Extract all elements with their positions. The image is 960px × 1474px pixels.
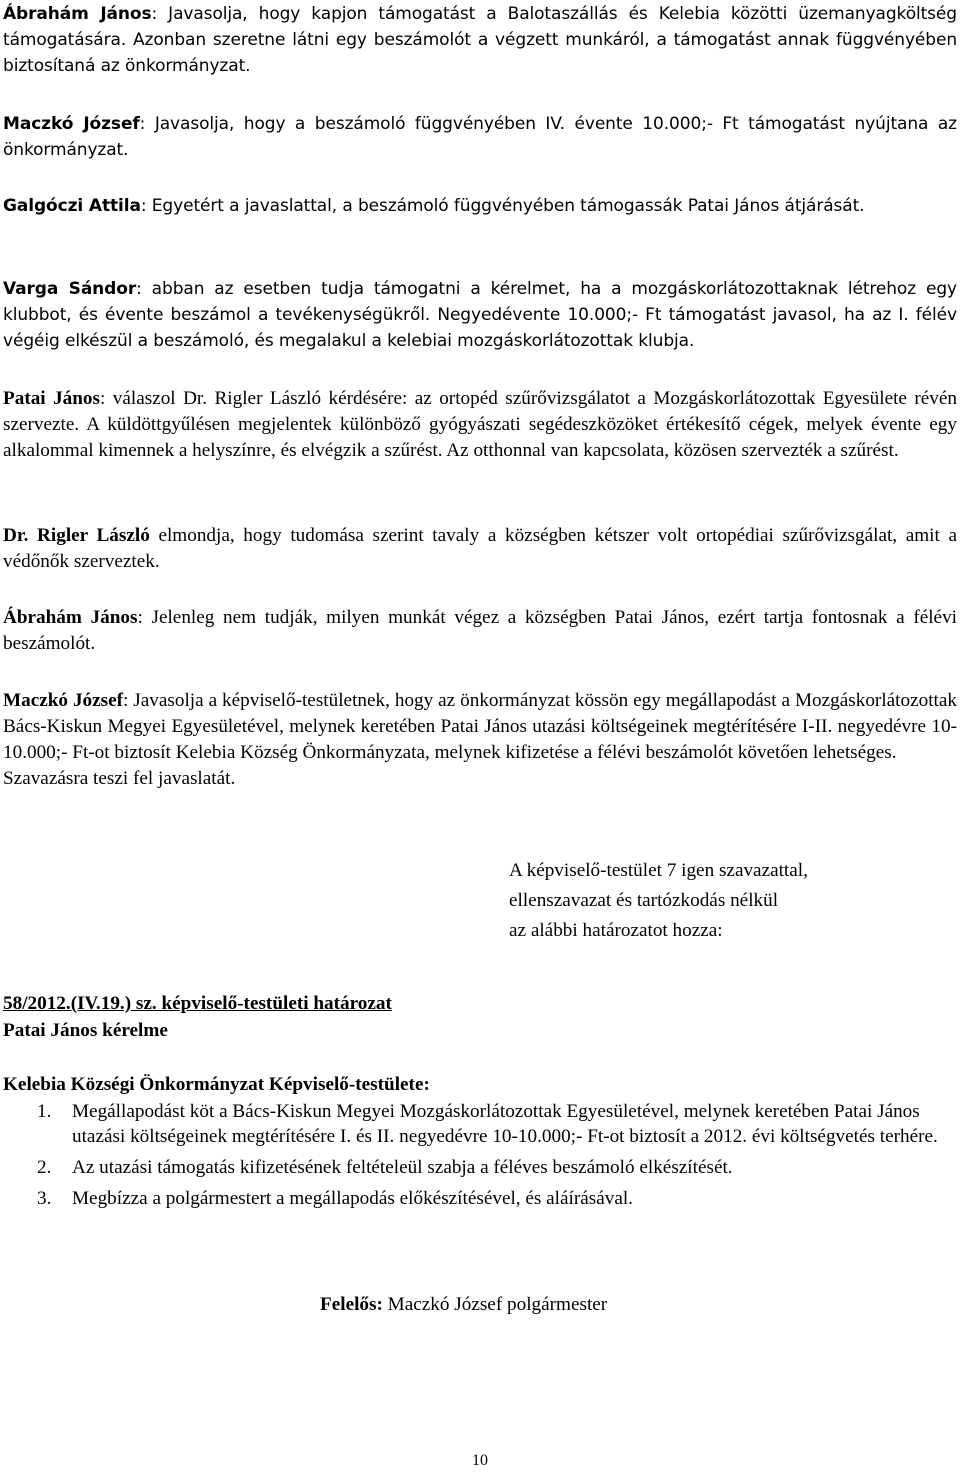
- paragraph-abraham-2: [3, 605, 957, 657]
- resolution-number: [3, 991, 392, 1017]
- paragraph-text: : abban az esetben tudja támogatni a kérelmet, ha a mozgáskorlátozottaknak létrehoz egy klubbot, és évente beszámol a tevékenységükről. Negyedévente 10.000;- Ft támogatást javasol, ha az I. félév végéig elkészül a beszámoló, és megalakul a kelebiai mozgáskorlátozottak klubja.: [3, 279, 957, 351]
- resolution-subject: Patai János kérelme: [3, 1020, 168, 1041]
- speaker-name: Dr. Rigler László: [3, 525, 150, 546]
- resolution-body-heading: Kelebia Községi Önkormányzat Képviselő-testülete:: [3, 1074, 430, 1095]
- paragraph-maczko-1: [3, 111, 957, 163]
- list-item: [0, 1155, 955, 1180]
- paragraph-text: elmondja, hogy tudomása szerint tavaly a községben kétszer volt ortopédiai szűrővizsgálat, amit a védőnők szerveztek.: [3, 525, 958, 572]
- paragraph-text: : Javasolja, hogy a beszámoló függvényében IV. évente 10.000;- Ft támogatást nyújtana az önkormányzat.: [3, 114, 957, 160]
- list-item-text: Megbízza a polgármestert a megállapodás előkészítésével, és aláírásával.: [72, 1188, 633, 1209]
- decision-statement: [509, 856, 909, 946]
- decision-line: ellenszavazat és tartózkodás nélkül: [509, 890, 779, 911]
- resolution-number-text: 58/2012.(IV.19.) sz. képviselő-testületi határozat: [3, 993, 392, 1014]
- paragraph-rigler: [3, 523, 957, 575]
- paragraph-text: : Javasolja, hogy kapjon támogatást a Balotaszállás és Kelebia közötti üzemanyagköltség támogatására. Azonban szeretne látni egy beszámolót a végzett munkáról, a támogatást annak függvényében biztosítaná az önkormányzat.: [3, 4, 957, 76]
- list-item-text: Megállapodást köt a Bács-Kiskun Megyei Mozgáskorlátozottak Egyesületével, melynek keretében Patai János utazási költségeinek megtérítésére I. és II. negyedévre 10-10.000;- Ft-ot biztosít a 2012. évi költségvetés terhére.: [72, 1101, 938, 1147]
- paragraph-abraham-1: [3, 1, 957, 79]
- paragraph-varga: [3, 276, 957, 354]
- speaker-name: Varga Sándor: [3, 279, 137, 299]
- paragraph-patai: [3, 386, 957, 464]
- speaker-name: Maczkó József: [3, 690, 124, 711]
- speaker-name: Ábrahám János: [3, 607, 138, 628]
- list-item-number: 2.: [37, 1157, 52, 1178]
- list-item-number: 3.: [37, 1188, 52, 1209]
- paragraph-galgoczi: [3, 193, 957, 219]
- responsible-person: [320, 1292, 607, 1318]
- responsible-value: Maczkó József polgármester: [382, 1294, 608, 1315]
- decision-line: az alábbi határozatot hozza:: [509, 920, 723, 941]
- paragraph-text: : Javasolja a képviselő-testületnek, hogy az önkormányzat kössön egy megállapodást a Mozgáskorlátozottak Bács-Kiskun Megyei Egyesületével, melynek keretében Patai János utazási költségeinek megtérítésére I-II. negyedévre 10-10.000;- Ft-ot biztosít Kelebia Község Önkormányzata, melynek kifizetése a félévi beszámolót követően lehetséges.: [3, 690, 957, 763]
- speaker-name: Ábrahám János: [3, 4, 152, 24]
- resolution-items: [0, 1099, 955, 1217]
- speaker-name: Patai János: [3, 388, 100, 409]
- list-item: [0, 1186, 955, 1211]
- page-number: 10: [472, 1452, 488, 1469]
- responsible-label: Felelős:: [320, 1294, 383, 1315]
- paragraph-text: : Egyetért a javaslattal, a beszámoló függvényében támogassák Patai János átjárását.: [140, 196, 865, 216]
- paragraph-text: : válaszol Dr. Rigler László kérdésére: az ortopéd szűrővizsgálatot a Mozgáskorlátozottak Egyesülete révén szervezte. A küldöttgyűlésen megjelentek különböző gyógyászati segédeszközöket értékesítő cégek, melyek évente egy alkalommal kimennek a helyszínre, és elvégzik a szűrést. Az otthonnal van kapcsolata, közösen szervezték a szűrést.: [3, 388, 957, 461]
- speaker-name: Maczkó József: [3, 114, 140, 134]
- paragraph-maczko-2: [3, 688, 957, 792]
- list-item-text: Az utazási támogatás kifizetésének feltételeül szabja a féléves beszámoló elkészítését.: [72, 1157, 733, 1178]
- decision-line: A képviselő-testület 7 igen szavazattal,: [509, 860, 808, 881]
- vote-call: Szavazásra teszi fel javaslatát.: [3, 768, 236, 789]
- paragraph-text: : Jelenleg nem tudják, milyen munkát végez a községben Patai János, ezért tartja fontosnak a félévi beszámolót.: [3, 607, 957, 654]
- list-item-number: 1.: [37, 1101, 52, 1122]
- speaker-name: Galgóczi Attila: [3, 196, 141, 216]
- list-item: [0, 1099, 955, 1149]
